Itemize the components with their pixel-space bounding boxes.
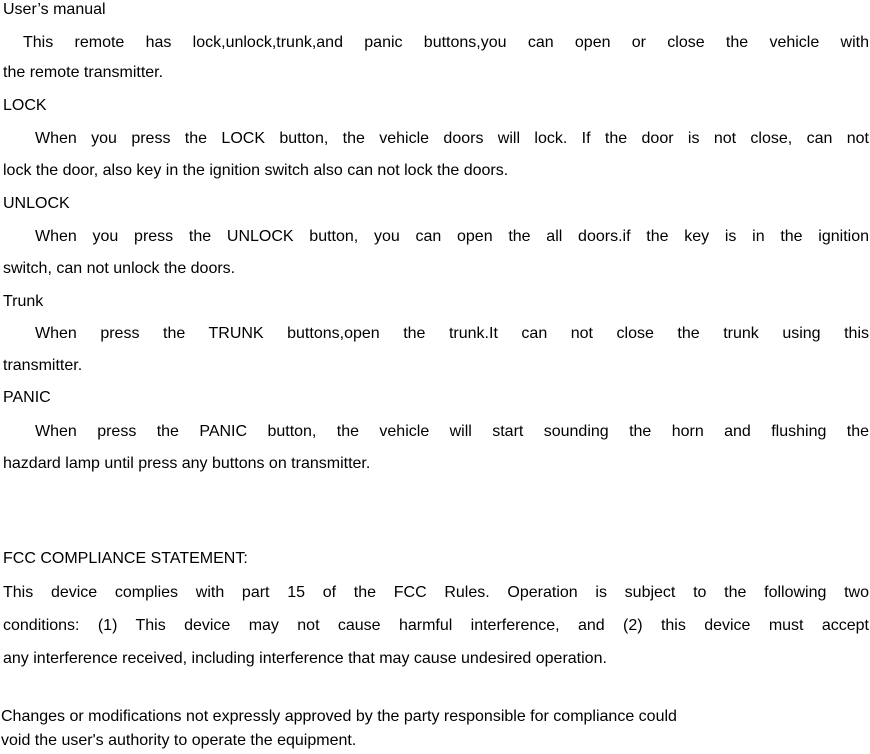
lock-text-line-2: lock the door, also key in the ignition switch also can not lock the doors.: [3, 162, 509, 179]
unlock-text-line-1: When you press the UNLOCK button, you can open the all doors.if the key is in the ignition: [35, 228, 869, 245]
fcc-text-line-1: This device complies with part 15 of the FCC Rules. Operation is subject to the following two: [3, 584, 869, 601]
lock-heading: LOCK: [3, 97, 47, 114]
fcc-text-line-3: any interference received, including interference that may cause undesired operation.: [3, 650, 607, 667]
trunk-heading: Trunk: [3, 293, 44, 310]
changes-text-line-1: Changes or modifications not expressly approved by the party responsible for compliance could: [1, 708, 677, 725]
lock-text-line-1: When you press the LOCK button, the vehicle doors will lock. If the door is not close, can not: [35, 130, 869, 147]
panic-text-line-2: hazdard lamp until press any buttons on transmitter.: [3, 455, 371, 472]
unlock-text-line-2: switch, can not unlock the doors.: [3, 260, 236, 277]
intro-line-2: the remote transmitter.: [3, 64, 164, 81]
page-title: User’s manual: [3, 1, 106, 18]
intro-line-1: This remote has lock,unlock,trunk,and panic buttons,you can open or close the vehicle with: [23, 34, 869, 51]
trunk-text-line-1: When press the TRUNK buttons,open the trunk.It can not close the trunk using this: [35, 325, 869, 342]
changes-text-line-2: void the user's authority to operate the equipment.: [1, 732, 357, 749]
fcc-text-line-2: conditions: (1) This device may not cause harmful interference, and (2) this device must accept: [3, 617, 869, 634]
unlock-heading: UNLOCK: [3, 195, 70, 212]
panic-text-line-1: When press the PANIC button, the vehicle will start sounding the horn and flushing the: [35, 423, 869, 440]
panic-heading: PANIC: [3, 389, 51, 406]
fcc-heading: FCC COMPLIANCE STATEMENT:: [3, 550, 248, 567]
trunk-text-line-2: transmitter.: [3, 357, 83, 374]
